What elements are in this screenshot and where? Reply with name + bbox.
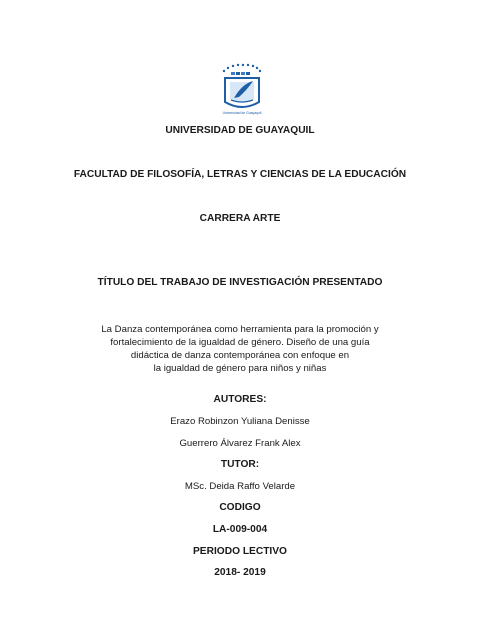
faculty-name: FACULTAD DE FILOSOFÍA, LETRAS Y CIENCIAS DE LA EDUCACIÓN bbox=[73, 169, 407, 180]
thesis-title-line: didáctica de danza contemporánea con enfoque en bbox=[130, 350, 350, 361]
thesis-title-line: La Danza contemporánea como herramienta para la promoción y bbox=[101, 324, 379, 335]
career-name: CARRERA ARTE bbox=[199, 213, 281, 224]
tutor-name: MSc. Deida Raffo Velarde bbox=[184, 481, 296, 492]
code-value: LA-009-004 bbox=[212, 524, 268, 535]
author-name: Erazo Robinzon Yuliana Denisse bbox=[170, 416, 310, 427]
period-heading: PERIODO LECTIVO bbox=[193, 546, 287, 557]
thesis-title-line: fortalecimiento de la igualdad de género. Diseño de una guía bbox=[110, 337, 370, 348]
university-logo bbox=[219, 62, 265, 118]
code-heading: CODIGO bbox=[219, 502, 261, 513]
university-name: UNIVERSIDAD DE GUAYAQUIL bbox=[165, 125, 315, 136]
author-name: Guerrero Álvarez Frank Alex bbox=[179, 438, 301, 449]
logo-caption: Universidad de Guayaquil bbox=[222, 111, 262, 115]
title-heading: TÍTULO DEL TRABAJO DE INVESTIGACIÓN PRESENTADO bbox=[97, 277, 383, 288]
period-value: 2018- 2019 bbox=[214, 567, 266, 578]
authors-heading: AUTORES: bbox=[213, 394, 267, 405]
tutor-heading: TUTOR: bbox=[220, 459, 260, 470]
thesis-title-line: la igualdad de género para niños y niñas bbox=[153, 363, 327, 374]
